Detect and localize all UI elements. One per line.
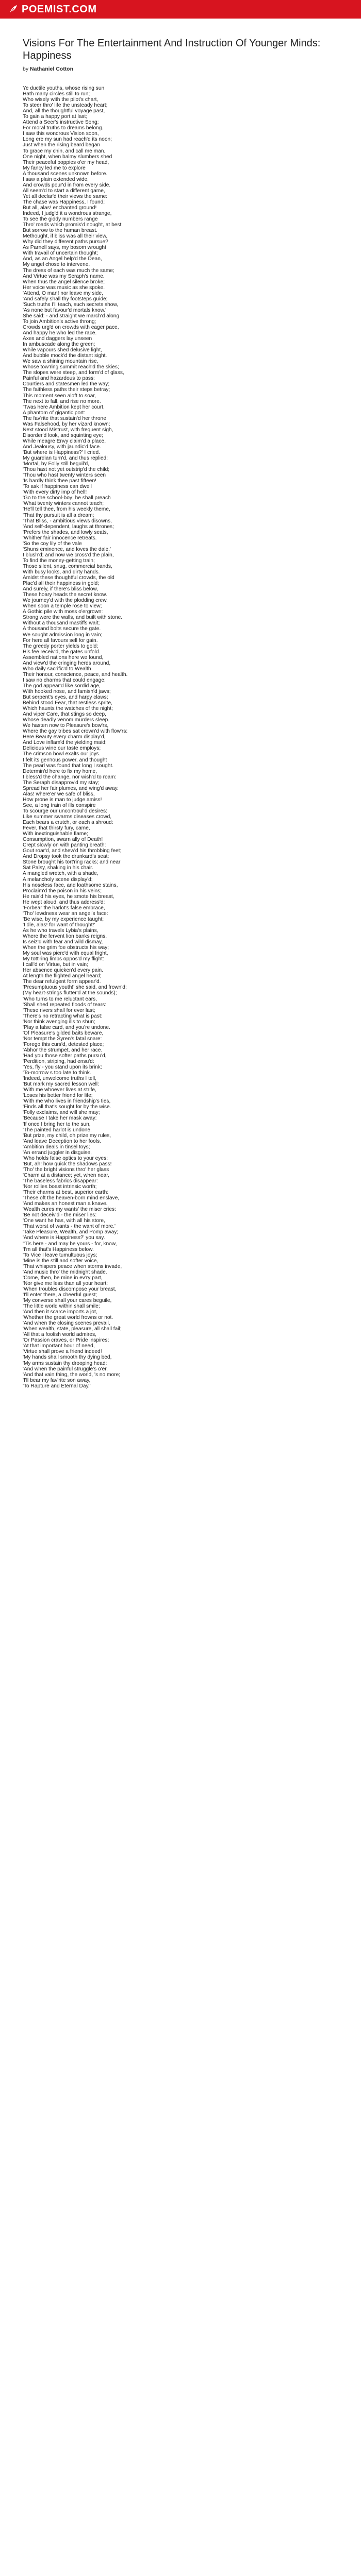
poem-line: And Jealousy, with jaundic'd face.: [23, 444, 101, 450]
poem-line: 'Whither fair innocence retreats.: [23, 535, 97, 541]
poem-line: 'Wealth cures my wants' the miser cries:: [23, 1207, 116, 1213]
poem-line: And, all the thoughtful voyage past,: [23, 108, 105, 114]
poem-line: Here Beauty every charm display'd,: [23, 734, 106, 740]
poem-line: 'Attend, O man! nor leave my side,: [23, 290, 103, 296]
poem-line: When soon a temple rose to view;: [23, 603, 102, 609]
poem-line: 'So the coy lily of the vale: [23, 540, 82, 547]
poem-line: He wept aloud, and thus address'd:: [23, 899, 105, 905]
poem-line: I call'd on Virtue, but in vain;: [23, 962, 88, 968]
poem-line: A mangled wretch, with a shade,: [23, 871, 99, 877]
poem-line: 'Take Pleasure, Wealth, and Pomp away;: [23, 1229, 119, 1235]
poem-line: All seem'd to start a different game,: [23, 188, 105, 194]
poem-line: Proclaim'd the poison in his veins;: [23, 888, 102, 894]
poem-line: 'Indeed, unwelcome truths I tell,: [23, 1076, 96, 1082]
poem-line: 'Of Pleasure's gilded baits beware,: [23, 1030, 104, 1036]
byline-label: by: [23, 66, 29, 72]
poem-line: 'But prize, my child, oh prize my rules,: [23, 1132, 111, 1139]
poem-line: 'Such truths I'll teach, such secrets show,: [23, 301, 119, 308]
poem-line: I saw this wondrous Vision soon,: [23, 131, 99, 137]
poem-line: One night, when balmy slumbers shed: [23, 154, 112, 160]
poem-line: We saw a shining mountain rise,: [23, 359, 99, 365]
poem-line: And crowds pour'd in from every side.: [23, 182, 111, 188]
poem-line: Hath many circles still to run;: [23, 91, 90, 97]
poem-line: Which haunts the watches of the night;: [23, 706, 113, 712]
poem-line: Courtiers and statesmen led the way;: [23, 381, 110, 387]
poem-line: My guardian turn'd, and thus replied:: [23, 455, 108, 462]
poem-line: When the grim foe obstructs his way;: [23, 945, 109, 951]
poem-line: 'Abhor the strumpet, and her race.: [23, 1047, 103, 1053]
poem-line: The dear refulgent form appear'd.: [23, 979, 101, 985]
poem-line: I saw no charms that could engage;: [23, 677, 106, 683]
poem-line: 'To-morrow s too late to think.: [23, 1070, 91, 1076]
site-logo-text: POEMIST.COM: [22, 3, 97, 15]
feather-icon: [7, 4, 19, 15]
poem-line: 'And where is Happiness?' you say.: [23, 1235, 105, 1241]
poem-line: 'Nor rollies boast intrinsic worth;: [23, 1184, 97, 1190]
site-logo[interactable]: [7, 4, 97, 15]
poem-line: A melancholy scene display'd;: [23, 876, 93, 883]
poem-line: 'With every dirty imp of hell!: [23, 489, 87, 496]
poem-line: To grace my chin, and call me man.: [23, 148, 106, 154]
poem-line: And bubble mock'd the distant sight.: [23, 353, 107, 359]
poem-line: But serpent's eyes, and harpy claws;: [23, 694, 108, 701]
poem-line: To gain a happy port at last;: [23, 114, 88, 120]
poem-line: The slopes were steep, and form'd of glass,: [23, 370, 124, 376]
poem-line: Delicious wine our taste employs;: [23, 745, 101, 752]
poem-line: 'And self-dependent, laughs at thrones;: [23, 523, 114, 530]
poem-line: 'But mark my sacred lesson well:: [23, 1081, 100, 1088]
poem-line: She said: - and straight we march'd along: [23, 313, 120, 319]
poem-line: 'And when the painful struggle's o'er,: [23, 1366, 108, 1372]
poem-line: 'That worst of wants - the want of more.': [23, 1224, 116, 1230]
poem-line: 'At that important hour of need,: [23, 1343, 95, 1349]
poem-line: 'Nor tempt the Syren's fatal snare:: [23, 1036, 102, 1042]
poem-line: Stone brought his tort'ring racks; and near: [23, 859, 121, 866]
poem-line: 'Loses his better friend for life;: [23, 1093, 93, 1099]
poem-line: Gout roar'd, and shew'd his throbbing feet;: [23, 848, 122, 854]
poem-line: To see the giddy numbers range: [23, 216, 98, 223]
poem-line: While vapours shed delusive light,: [23, 347, 103, 353]
poem-line: As he who travels Lybia's plains,: [23, 927, 99, 934]
poem-line: Their honour, conscience, peace, and health.: [23, 671, 128, 677]
poem-line: How prone is man to judge amiss!: [23, 796, 102, 803]
poem-line: 'Charm at a distance; yet, when near,: [23, 1172, 109, 1178]
poem-line: 'To Rapture and Eternal Day.': [23, 1383, 91, 1389]
poem-line: 'What twenty winters cannot teach;: [23, 501, 104, 507]
poem-line: The chase was Happiness, I found;: [23, 199, 105, 205]
poem-line: 'All that a foolish world admires,: [23, 1332, 96, 1338]
author-link[interactable]: Nathaniel Cotton: [30, 66, 74, 72]
poem-line: 'I'll bear my fav'rite son away,: [23, 1377, 91, 1383]
poem-line: Next stood Mistrust, with frequent sigh,: [23, 427, 113, 433]
poem-line: 'If once I bring her to the sun,: [23, 1121, 91, 1127]
poem-line: Attend a Seer's instructive Song;: [23, 120, 99, 126]
poem-line: 'That whispers peace when storms invade,: [23, 1263, 122, 1269]
poem-line: Just when the rising beard began: [23, 142, 101, 148]
poem-line: 'Is hardly think thee past fifteen!: [23, 478, 96, 484]
poem-line: 'Forbear the harlot's false embrace,: [23, 905, 105, 911]
poem-line: 'There's no retracting what is past:: [23, 1013, 103, 1019]
poem-line: 'To Vice I leave tumultuous joys;: [23, 1252, 97, 1258]
poem-line: 'Tho' lewdness wear an angel's face:: [23, 910, 108, 917]
poem-line: Sat Palsy, shaking in his chair.: [23, 865, 93, 871]
poem-line: 'Because I take her mask away:: [23, 1115, 97, 1122]
poem-line: (My heart-strings flutter'd at the sounds);: [23, 990, 117, 996]
poem-line: 'These oft the heaven-born mind enslave,: [23, 1195, 120, 1201]
poem-line: I felt its gen'rous power, and thought: [23, 757, 107, 763]
poem-line: 'With me who lives in friendship's ties,: [23, 1098, 111, 1105]
poem-line: His fee receiv'd, the gates unfold.: [23, 649, 101, 655]
poem-line: Strong were the walls, and built with stone.: [23, 615, 123, 621]
poem-line: Her absence quicken'd every pain.: [23, 968, 103, 974]
poem-line: 'Tho' the bright visions thro' her glass: [23, 1166, 109, 1173]
poem-line: Fever, that thirsty fury, came,: [23, 825, 90, 832]
poem-line: Their peaceful poppies o'er my head,: [23, 159, 109, 165]
poem-line: When thus the angel silence broke;: [23, 279, 105, 285]
poem-line: 'Ambition deals in tinsel toys;: [23, 1144, 90, 1150]
poem-line: 'He'll tell thee, from his weekly theme,: [23, 506, 110, 513]
poem-line: The crimson bowl exalts our joys.: [23, 751, 101, 757]
poem-line: Is seiz'd with fear and wild dismay,: [23, 939, 103, 945]
poem-line: Who daily sacrific'd to Wealth: [23, 666, 91, 672]
poem-line: Her voice was music as she spoke.: [23, 284, 105, 291]
poem-line: 'And leave Deception to her fools.: [23, 1138, 102, 1144]
poem-line: And view'd the cringing herds around,: [23, 660, 111, 666]
poem-line: Painful and hazardous to pass:: [23, 376, 95, 382]
poem-line: The faithless paths their steps betray;: [23, 387, 110, 393]
poem-line: Determin'd here to fix my home,: [23, 768, 97, 774]
poem-line: To steer thro' life the unsteady heart;: [23, 103, 108, 109]
poem-line: 'Who turns to me reluctant ears,: [23, 996, 97, 1002]
poem-line: The next to fall, and rise no more.: [23, 398, 101, 404]
poem-line: 'And makes an honest man a knave.: [23, 1201, 108, 1207]
poem-line: The greedy porter yields to gold;: [23, 643, 99, 649]
poem-line: A thousand bolts secure the gate.: [23, 626, 101, 632]
poem-line: 'Nor give me less than all your heart:: [23, 1280, 108, 1286]
poem-line: As Parnell says, my bosom wrought: [23, 245, 106, 251]
poem-line: 'Virtue shall prove a friend indeed!: [23, 1349, 102, 1355]
poem-line: A Gothic pile with moss o'ergrown:: [23, 609, 103, 615]
poem-line: This moment seen aloft to soar,: [23, 393, 96, 399]
poem-line: 'Their charms at best, superior earth:: [23, 1190, 109, 1196]
poem-line: I saw a plain extended wide,: [23, 176, 89, 182]
poem-line: 'When wealth, state, pleasure, all shall fail;: [23, 1326, 122, 1332]
poem-line: 'Presumptuous youth!' she said, and frown'd;: [23, 985, 127, 991]
poem-line: With travail of uncertain thought;: [23, 250, 99, 257]
poem-line: 'Come, then, be mine in ev'ry part,: [23, 1275, 103, 1281]
poem-line: Yet all declar'd their views the same:: [23, 193, 108, 199]
poem-line: While meagre Envy claim'd a place,: [23, 438, 106, 444]
poem-line: And Love inflam'd the yielding maid;: [23, 740, 107, 746]
poem-line: Those silent, snug, commercial bands,: [23, 563, 112, 569]
poem-line: With inextinguishable flame;: [23, 831, 88, 837]
poem-line: Plac'd all their happiness in gold;: [23, 581, 100, 587]
poem-line: With busy looks, and dirty hands.: [23, 569, 100, 575]
poem-line: To scourge our uncontroul'd desires:: [23, 808, 107, 814]
poem-line: Like summer swarms diseases crowd,: [23, 814, 112, 820]
poem-line: Alas! where'er we safe of bliss,: [23, 791, 95, 797]
poem-line: 'Who holds false optics to your eyes:: [23, 1155, 108, 1161]
poem-line: Was Falsehood, by her vizard known;: [23, 421, 110, 427]
poem-line: 'The painted harlot is undone.: [23, 1127, 92, 1133]
poem-line: 'Had you those softer paths pursu'd,: [23, 1053, 107, 1059]
poem-line: 'Mortal, by Folly still beguil'd,: [23, 461, 90, 467]
poem-line: A thousand scenes unknown before.: [23, 171, 108, 177]
poem-line: 'Shall shed repeated floods of tears:: [23, 1002, 107, 1008]
poem-line: 'Thou hast not yet outstrip'd the child;: [23, 467, 110, 473]
poem-line: 'Mine is the still and softer voice,: [23, 1258, 99, 1264]
poem-line: I blush'd; and now we cross'd the plain,: [23, 552, 114, 558]
poem-line: Each bears a crutch, or each a shroud:: [23, 820, 113, 826]
poem-line: See, a long train of ills conspire: [23, 802, 96, 808]
poem-line: 'Shuns eminence, and loves the dale.': [23, 546, 111, 552]
poem-line: We hasten now to Pleasure's bow'rs,: [23, 723, 109, 729]
poem-line: And happy he who led the race.: [23, 330, 97, 336]
poem-line: Disorder'd look, and squinting eye;: [23, 432, 103, 438]
poem-line: His noseless face, and loathsome stains,: [23, 882, 118, 888]
poem-line: 'But where is Happiness?' I cried.: [23, 450, 100, 455]
poem-line: Whose deadly venom murders sleep.: [23, 717, 110, 723]
poem-line: At length the flighted angel heard;: [23, 973, 102, 979]
poem-line: Axes and daggers lay unseen: [23, 336, 92, 342]
poem-line: My angel chose to intervene.: [23, 262, 90, 268]
poem-line: 'Whether the great world frowns or not.: [23, 1315, 113, 1321]
poem-line: Methought, if bliss was all their view,: [23, 233, 108, 240]
poem-line: 'And when the closing scenes prevail,: [23, 1320, 110, 1327]
poem-line: With hooked nose, and famish'd jaws;: [23, 688, 111, 694]
poem-line: 'Prefers the shades, and lowly seats,: [23, 529, 108, 535]
poem-line: Why did they different paths pursue?: [23, 239, 108, 245]
poem-line: 'And music thro' the midnight shade.: [23, 1269, 107, 1275]
poem-line: 'Yes, fly - you stand upon its brink:: [23, 1064, 102, 1071]
poem-line: Thro' roads which promis'd nought, at best: [23, 222, 122, 228]
poem-line: And, as an Angel help'd the Dean,: [23, 256, 102, 262]
poem-line: For moral truths to dreams belong.: [23, 125, 104, 131]
poem-line: 'The baseless fabrics disappear:: [23, 1178, 98, 1184]
poem-line: Assembled nations here we found,: [23, 654, 104, 660]
poem-line: 'To ask if happiness can dwell: [23, 484, 92, 490]
poem-line: My tott'ring limbs oppos'd my flight:: [23, 956, 104, 962]
poem-line: Who wisely with the pilot's chart,: [23, 97, 99, 103]
poem-line: Where the fervent lion banks reigns,: [23, 933, 107, 939]
poem-line: 'Perdition, striping, had ensu'd:: [23, 1059, 94, 1065]
poem-body: [23, 86, 338, 1389]
poem-line: And Dropsy took the drunkard's seat:: [23, 854, 109, 860]
poem-line: 'As none but favour'd mortals know.': [23, 307, 107, 313]
poem-line: 'Go to the school-boy; he shall preach: [23, 495, 111, 501]
poem-line: My soul was pierc'd with equal fright,: [23, 951, 108, 957]
poem-line: 'My arms sustain thy drooping head:: [23, 1360, 107, 1366]
poem-line: To find the money-getting train;: [23, 557, 95, 564]
poem-line: Whose tow'ring summit reach'd the skies;: [23, 364, 119, 370]
poem-line: In ambuscade along the green;: [23, 342, 95, 348]
poem-line: 'One want he has, with all his store,: [23, 1218, 105, 1224]
poem-line: 'When troubles discompose your breast,: [23, 1286, 117, 1292]
poem-line: 'Be wise, by my experience taught;: [23, 916, 104, 922]
poem-line: 'And that vain thing, the world, 's no more;: [23, 1371, 121, 1378]
poem-line: Spread her fair plumes, and wing'd away.: [23, 785, 119, 791]
poem-line: To join Ambition's active throng;: [23, 318, 96, 325]
poem-line: 'My converse shall your cares beguile,: [23, 1297, 112, 1303]
poem-line: We journey'd with the plodding crew,: [23, 598, 108, 604]
poem-line: 'Thou who hast twenty winters seen: [23, 472, 106, 479]
poem-line: My fancy led me to explore: [23, 165, 86, 171]
poem-line: And viper Care, that stings so deep,: [23, 711, 106, 718]
poem-line: The god appear'd like sordid age,: [23, 683, 101, 689]
poem-line: He rais'd his eyes, he smote his breast,: [23, 893, 114, 900]
poem-line: Consumption, swarn ally of Death!: [23, 837, 103, 843]
poem-line: A phantom of gigantic port:: [23, 410, 86, 416]
poem-line: 'My hands shall smooth thy dying bed,: [23, 1354, 112, 1361]
poem-line: Ye ductile youths, whose rising sun: [23, 86, 105, 91]
poem-line: 'But, ah! how quick the shadows pass!: [23, 1161, 112, 1167]
poem-line: For here all favours sell for gain.: [23, 637, 98, 643]
poem-line: 'Finds all that's sought for by the wise.: [23, 1104, 111, 1110]
poem-line: The fav'rite that sustain'd her throne: [23, 415, 106, 421]
poem-line: I bless'd the change, nor wish'd to roam:: [23, 774, 117, 780]
poem-line: 'An errand juggler in disguise,: [23, 1149, 92, 1156]
poem-container: [0, 19, 361, 1389]
poem-line: Indeed, I judg'd it a wondrous strange,: [23, 211, 112, 217]
poem-line: Crept slowly on with panting breath:: [23, 842, 106, 849]
poem-line: Amidst these thoughtful crowds, the old: [23, 575, 114, 581]
poem-line: 'And then it scarce imports a jot,: [23, 1309, 97, 1315]
poem-line: 'That thy pursuit is all a dream;: [23, 512, 94, 518]
poem-line: 'Or Passion craves, or Pride inspires;: [23, 1337, 109, 1344]
poem-line: 'Nor think avenging ills to shun;: [23, 1019, 95, 1025]
poem-line: 'The little world within shall smile;: [23, 1303, 100, 1310]
poem-line: Crowds urg'd on crowds with eager pace,: [23, 324, 119, 330]
poem-title: Visions For The Entertainment And Instruction Of Younger Minds: Happiness: [23, 38, 321, 61]
poem-line: 'Twas here Ambition kept her court,: [23, 404, 105, 410]
site-header: [0, 0, 361, 19]
poem-line: The Seraph disapprov'd my stay;: [23, 779, 100, 786]
poem-line: These hoary heads the secret know.: [23, 592, 107, 598]
poem-line: 'These rivers shall for ever last;: [23, 1007, 95, 1013]
poem-line: And Virtue was my Seraph's name.: [23, 273, 105, 279]
poem-line: But all, alas! enchanted ground!: [23, 205, 97, 211]
poem-byline: [23, 66, 338, 72]
poem-line: 'And safely shall thy footsteps guide;: [23, 296, 108, 302]
poem-line: 'I'll enter there, a cheerful guest;: [23, 1292, 97, 1298]
poem-line: 'Play a false card, and you're undone.: [23, 1024, 110, 1030]
poem-line: 'That Bliss, - ambitious views disowns,: [23, 518, 112, 524]
poem-line: But sorrow to the human breast.: [23, 228, 97, 234]
poem-line: The pearl was found that long I sought.: [23, 762, 114, 769]
poem-line: We sought admission long in vain;: [23, 632, 103, 638]
poem-line: Behind stood Fear, that restless sprite,: [23, 700, 112, 706]
poem-line: 'I'm all that's Happiness below.: [23, 1246, 94, 1252]
poem-line: ''Tis here - and may be yours - for, know,: [23, 1241, 117, 1247]
poem-line: Long ere my sun had reach'd its noon;: [23, 137, 112, 143]
poem-line: The dress of each was much the same;: [23, 267, 114, 274]
poem-line: 'Be not deceiv'd - the miser lies:: [23, 1212, 97, 1218]
poem-line: 'Folly exclaims, and will she may;: [23, 1110, 100, 1116]
poem-line: 'With me whoever lives at strife,: [23, 1087, 96, 1093]
poem-line: Without a thousand mastiffs wait;: [23, 620, 100, 626]
poem-line: 'I die, alas! for want of thought!': [23, 922, 95, 928]
poem-line: 'Forego this curs'd, detested place;: [23, 1041, 104, 1047]
poem-line: Where the gay tribes sat crown'd with flow'rs:: [23, 728, 128, 735]
poem-line: And surely, if there's bliss below,: [23, 586, 99, 592]
